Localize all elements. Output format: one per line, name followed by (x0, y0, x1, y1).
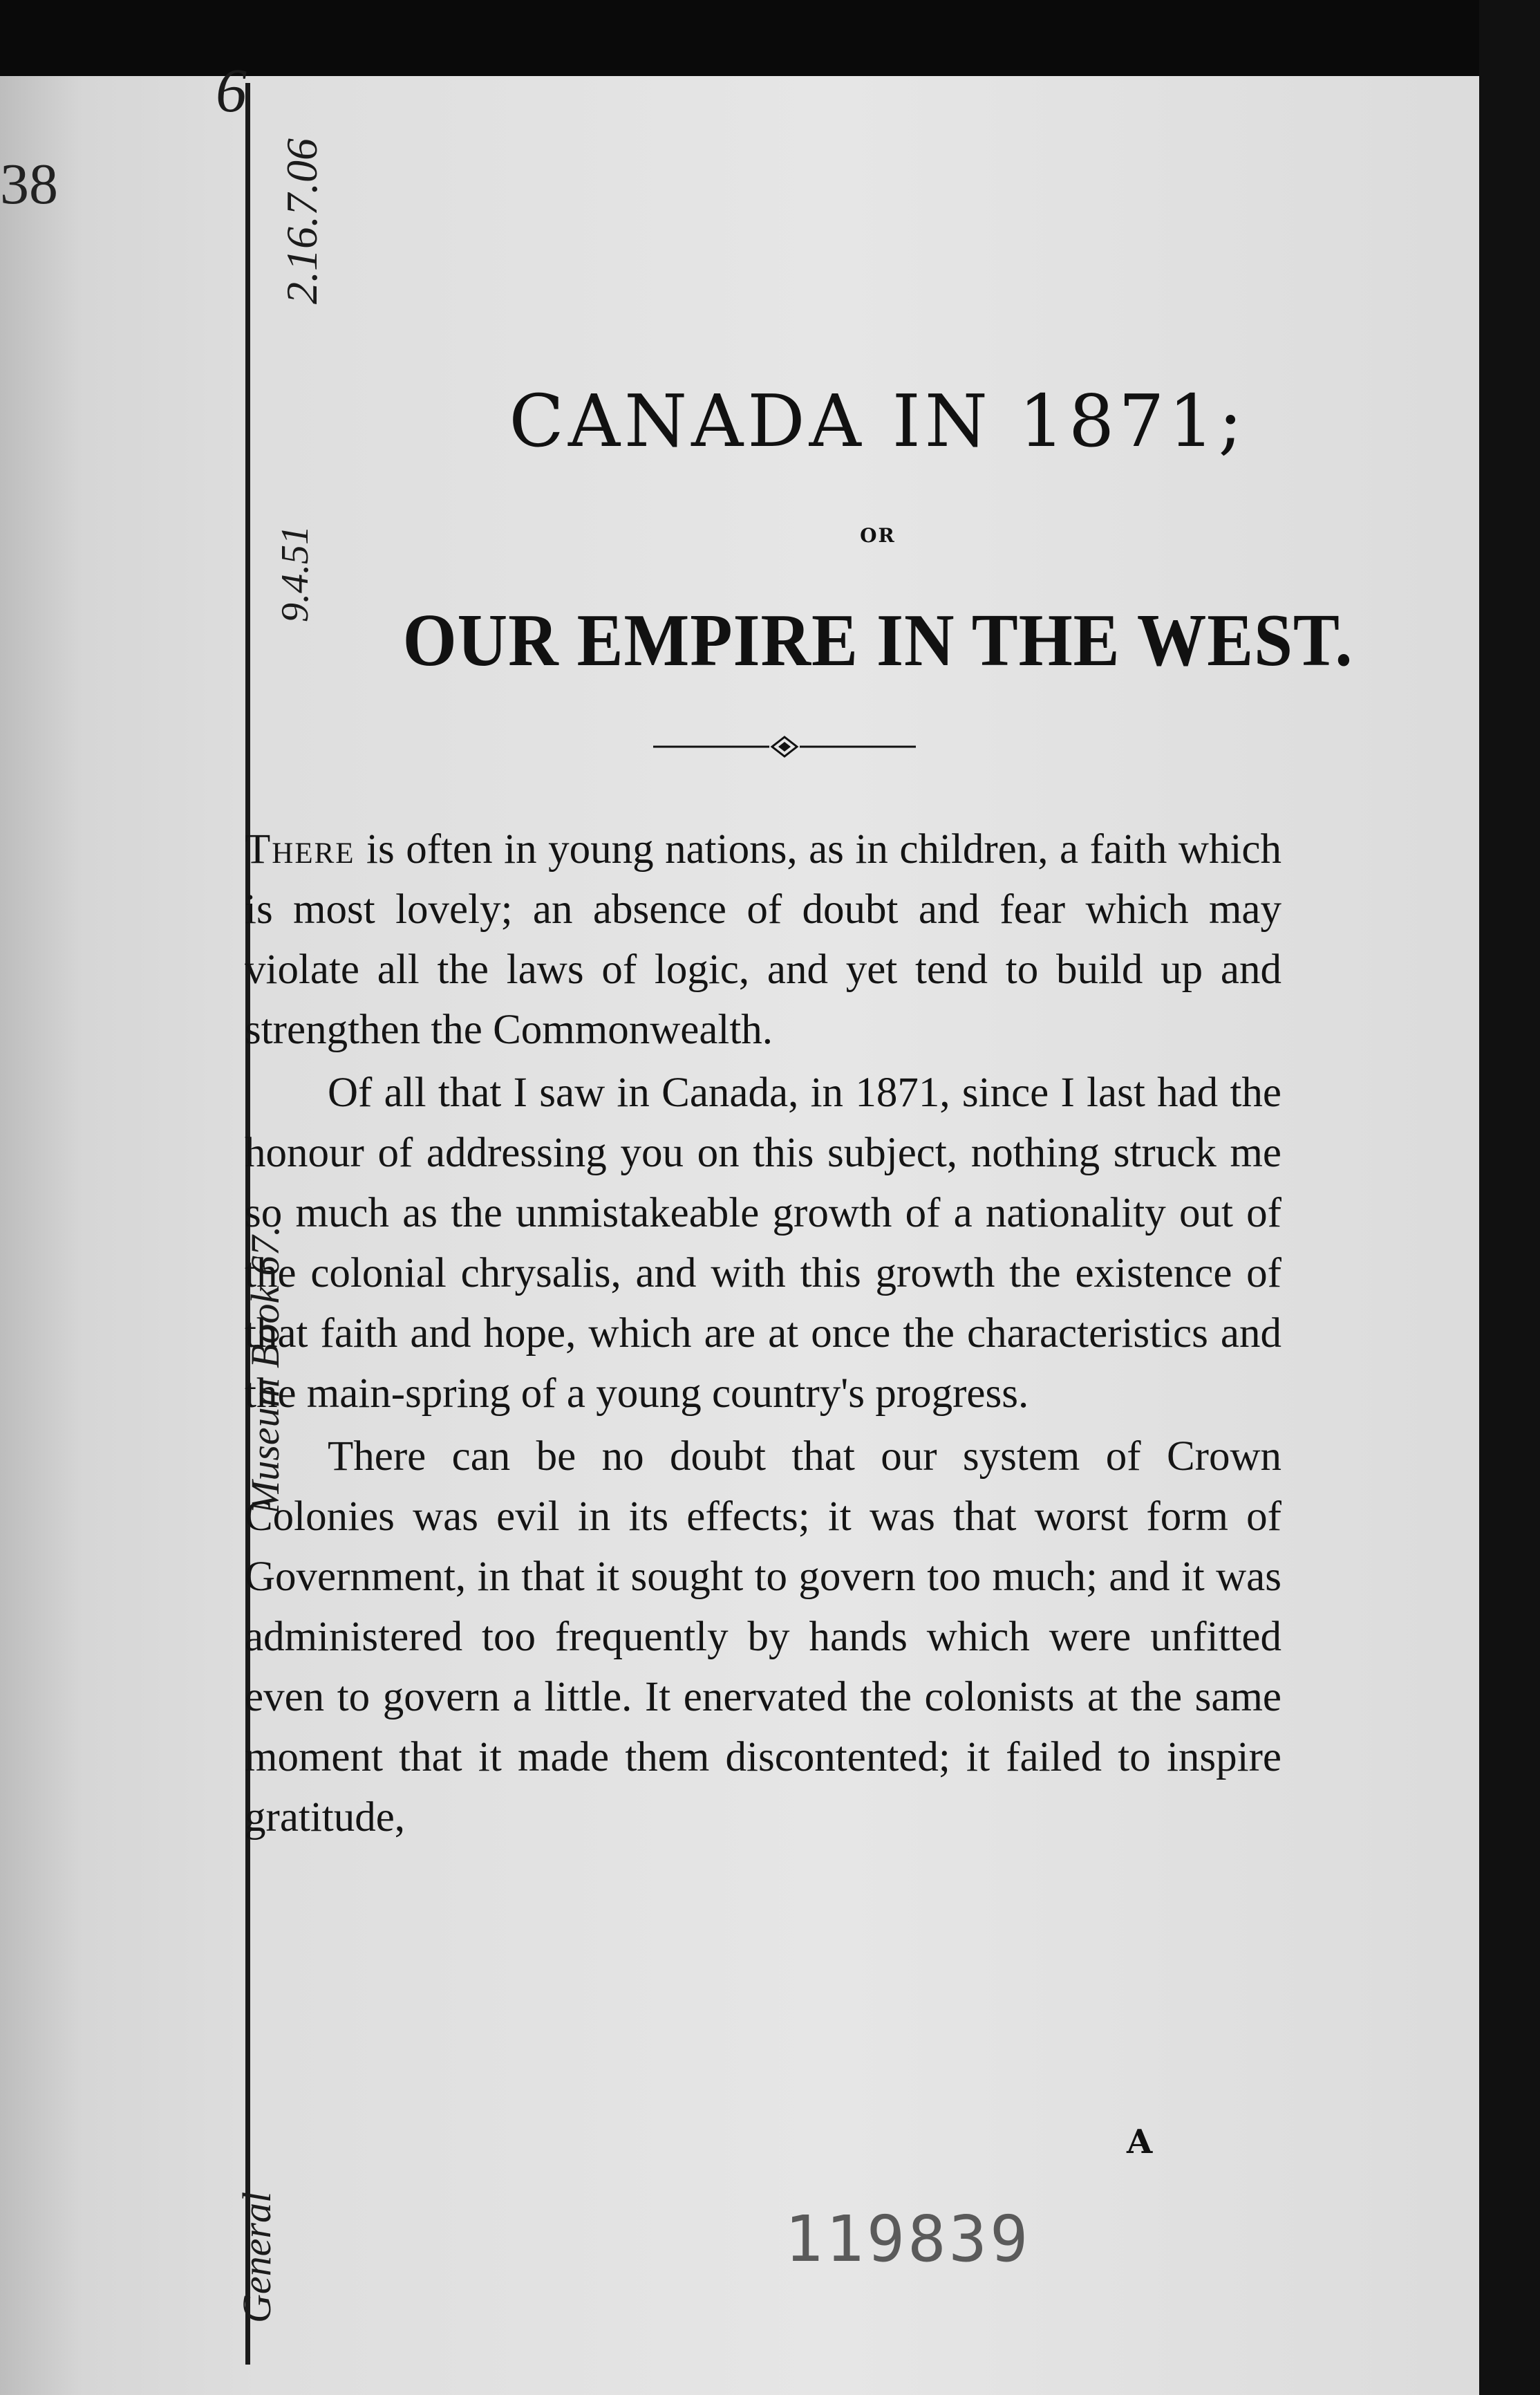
body-text (245, 819, 1281, 1850)
handwritten-museum-note: Museum Book 67. (243, 1225, 288, 1514)
title-conjunction: OR (860, 524, 896, 547)
paragraph-2: Of all that I saw in Canada, in 1871, since I last had the honour of addressing you on this subject, nothing struck me so much as the unmistakeable growth of a nationality out of the colonial chrysalis, and with this growth the existence of that faith and hope, which are at once the characteristics and the main-spring of a young country's progress. (245, 1070, 1281, 1417)
paragraph-lead-word: There (245, 826, 355, 873)
handwritten-date-top: 2.16.7.06 (277, 138, 326, 304)
paragraph-1 (245, 819, 1281, 1060)
paragraph-1-text: is often in young nations, as in children, a faith which is most lovely; an absence of doubt and fear which may violate all the laws of logic, and yet tend to build up and strengthen the Commonwealth. (245, 826, 1281, 1053)
paragraph-3: There can be no doubt that our system of Crown Colonies was evil in its effects; it was that worst form of Government, in that it sought to govern too much; and it was administered too frequently by hands which were unfitted even to govern a little. It enervated the colonists at the same moment that it made them discontented; it failed to inspire gratitude, (245, 1433, 1281, 1840)
margin-number: 38 (0, 152, 58, 216)
handwritten-date-middle: 9.4.51 (274, 525, 317, 622)
library-stamp-number: 119839 (785, 2202, 1031, 2276)
ornament-rule-icon (653, 733, 916, 761)
page-subtitle: OUR EMPIRE IN THE WEST. (402, 599, 1353, 682)
scan-right-border (1479, 0, 1540, 2395)
page-title: CANADA IN 1871; (509, 379, 1247, 463)
handwritten-general-note: General (234, 2191, 279, 2323)
handwritten-mark: 6 (216, 57, 247, 125)
signature-mark: A (1127, 2123, 1153, 2161)
